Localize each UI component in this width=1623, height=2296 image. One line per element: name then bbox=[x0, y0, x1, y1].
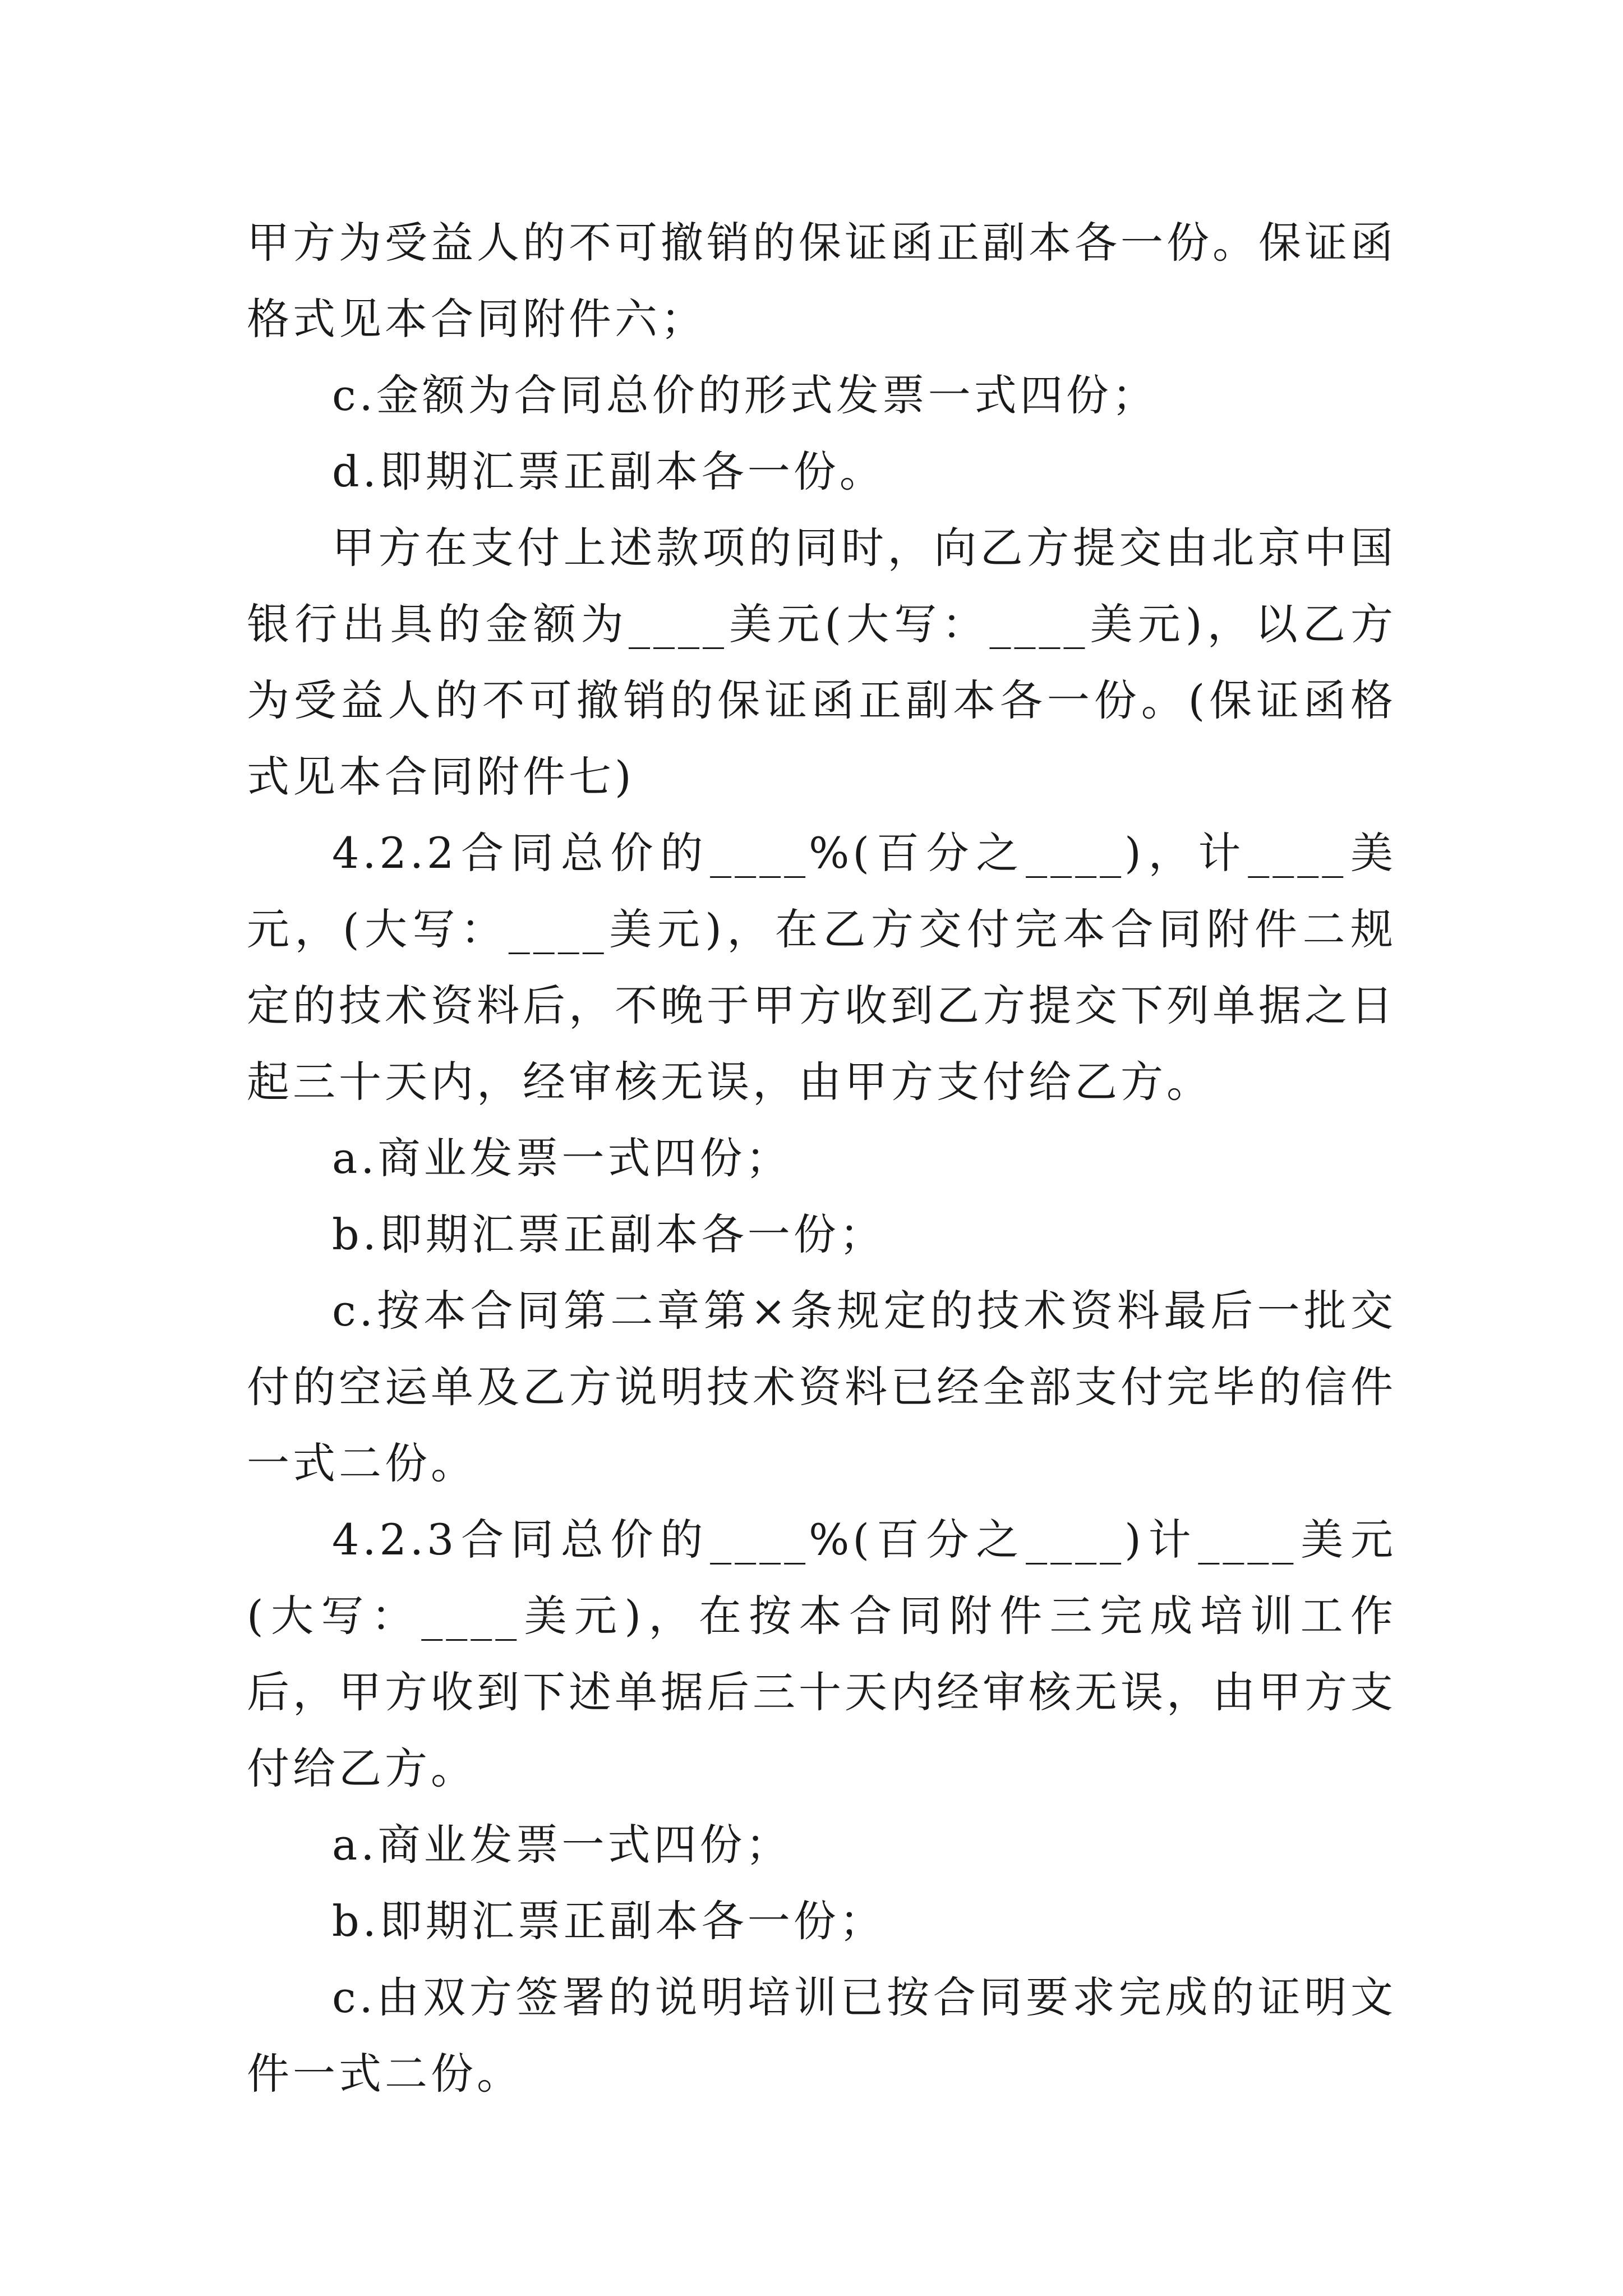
clause-4-2-2: 4.2.2合同总价的____%(百分之____)，计____美元，(大写：____美元)，在乙方交付完本合同附件二规定的技术资料后，不晚于甲方收到乙方提交下列单据之日起三十天内，经审核无误，由甲方支付给乙方。 bbox=[247, 828, 1396, 1107]
list-item: c.按本合同第二章第×条规定的技术资料最后一批交付的空运单及乙方说明技术资料已经全部支付完毕的信件一式二份。 bbox=[247, 1286, 1396, 1488]
paragraph: 甲方在支付上述款项的同时，向乙方提交由北京中国银行出具的金额为____美元(大写：____美元)，以乙方为受益人的不可撤销的保证函正副本各一份。(保证函格式见本合同附件七) bbox=[247, 523, 1396, 802]
list-item: d.即期汇票正副本各一份。 bbox=[332, 447, 886, 496]
list-item: c.由双方签署的说明培训已按合同要求完成的证明文件一式二份。 bbox=[247, 1972, 1396, 2099]
list-item: a.商业发票一式四份； bbox=[332, 1820, 792, 1870]
clause-4-2-3: 4.2.3合同总价的____%(百分之____)计____美元(大写：____美元)，在按本合同附件三完成培训工作后，甲方收到下述单据后三十天内经审核无误，由甲方支付给乙方。 bbox=[247, 1515, 1396, 1793]
list-item: b.即期汇票正副本各一份； bbox=[332, 1209, 886, 1259]
list-item: a.商业发票一式四份； bbox=[332, 1133, 792, 1183]
paragraph: 甲方为受益人的不可撤销的保证函正副本各一份。保证函格式见本合同附件六； bbox=[247, 218, 1396, 344]
list-item: b.即期汇票正副本各一份； bbox=[332, 1896, 886, 1946]
document-body bbox=[247, 205, 1396, 2112]
list-item: c.金额为合同总价的形式发票一式四份； bbox=[332, 370, 1158, 420]
